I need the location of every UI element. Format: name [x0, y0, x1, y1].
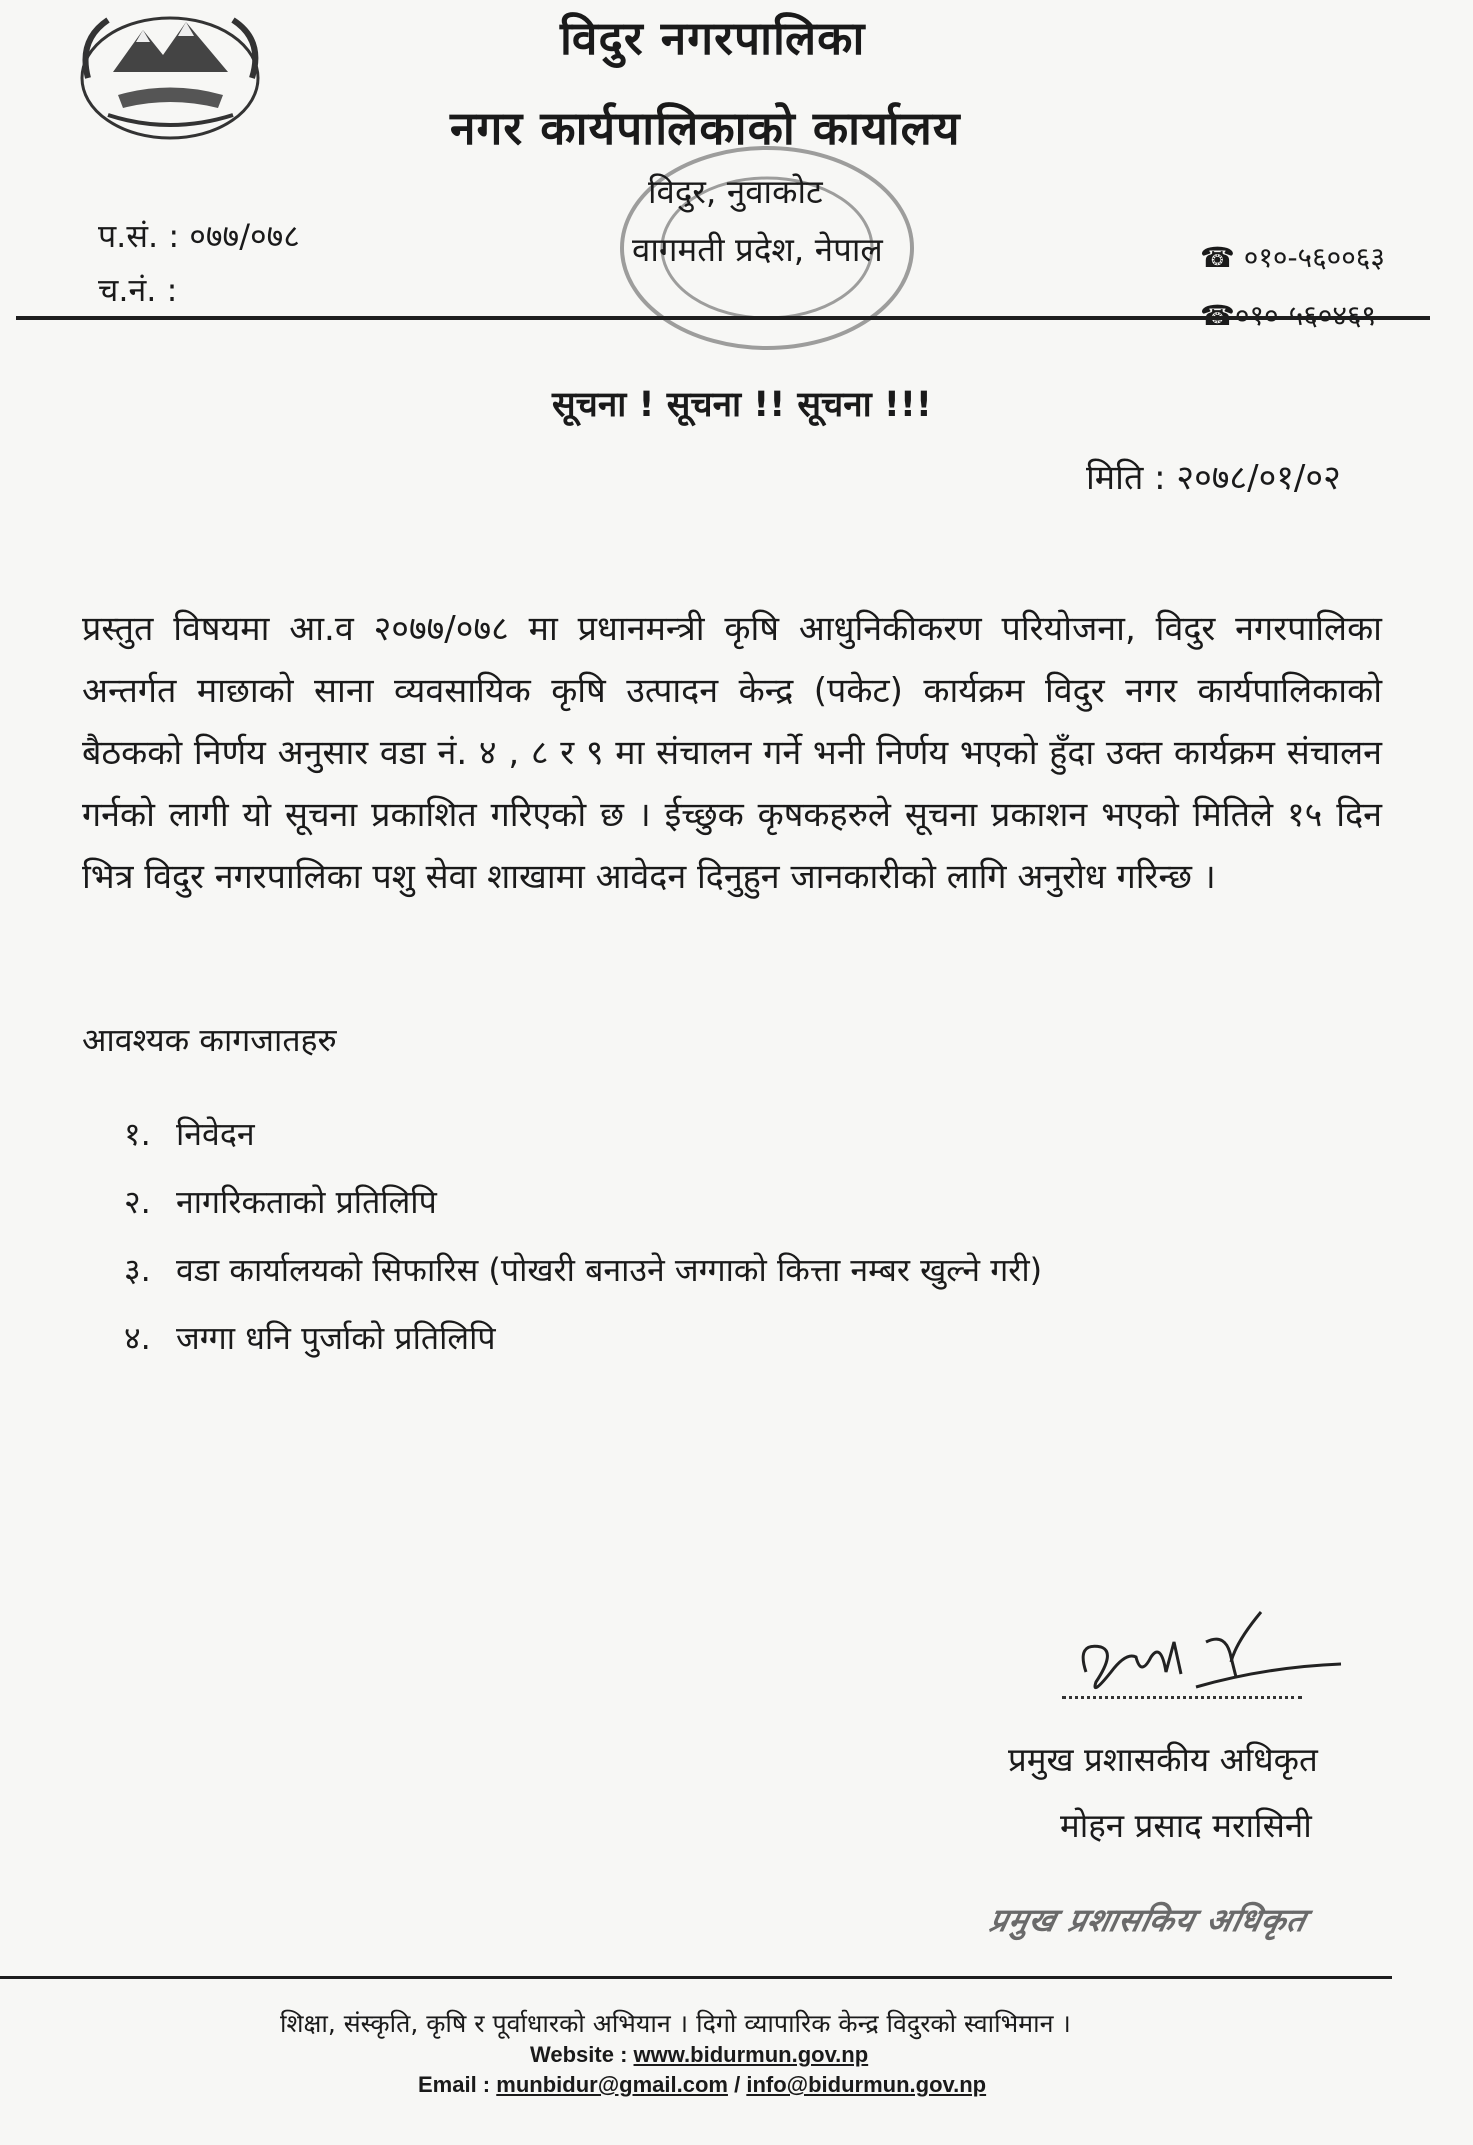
email-link-1[interactable]: munbidur@gmail.com [496, 2072, 728, 2097]
website-link[interactable]: www.bidurmun.gov.np [633, 2042, 869, 2067]
notice-body: प्रस्तुत विषयमा आ.व २०७७/०७८ मा प्रधानमन्त्री कृषि आधुनिकीकरण परियोजना, विदुर नगरपालिका अन्तर्गत माछाको साना व्यवसायिक कृषि उत्पादन केन्द्र (पकेट) कार्यक्रम विदुर नगर कार्यपालिकाको बैठकको निर्णय अनुसार वडा नं. ४ , ८ र ९ मा संचालन गर्ने भनी निर्णय भएको हुँदा उक्त कार्यक्रम संचालन गर्नको लागी यो सूचना प्रकाशित गरिएको छ । ईच्छुक कृषकहरुले सूचना प्रकाशन भएको मितिले १५ दिन भित्र विदुर नगरपालिका पशु सेवा शाखामा आवेदन दिनुहुन जानकारीको लागि अनुरोध गरिन्छ । [82, 609, 1382, 897]
designation-stamp: प्रमुख प्रशासकिय अधिकृत [985, 1901, 1311, 1939]
org-name: विदुर नगरपालिका [560, 11, 866, 65]
list-item [124, 1176, 1042, 1244]
office-name: नगर कार्यपालिकाको कार्यालय [450, 101, 961, 155]
signature-line [1062, 1696, 1302, 1699]
list-item [124, 1312, 1042, 1380]
list-item-number: २. [124, 1183, 151, 1221]
list-item-text: निवेदन [176, 1115, 255, 1153]
address-line-2: वागमती प्रदेश, नेपाल [632, 230, 883, 269]
notice-date: मिति : २०७८/०१/०२ [1086, 458, 1341, 498]
website-label: Website : [530, 2042, 628, 2067]
list-item-text: नागरिकताको प्रतिलिपि [176, 1183, 437, 1221]
list-item-number: ४. [124, 1319, 151, 1357]
list-item-number: ३. [124, 1251, 151, 1289]
list-item-text: जग्गा धनि पुर्जाको प्रतिलिपि [176, 1319, 496, 1357]
reference-number: प.सं. : ०७७/०७८ [98, 217, 300, 255]
nepal-emblem-icon [68, 0, 273, 140]
phone-number-2 [1200, 296, 1376, 334]
header-divider [16, 316, 1430, 320]
officer-title: प्रमुख प्रशासकीय अधिकृत [1008, 1740, 1318, 1779]
footer-slogan: शिक्षा, संस्कृति, कृषि र पूर्वाधारको अभियान । दिगो व्यापारिक केन्द्र विदुरको स्वाभिमान । [280, 2009, 1071, 2038]
email-label: Email : [418, 2072, 491, 2097]
phone-number-1: ☎ ०१०-५६००६३ [1200, 241, 1385, 274]
address-line-1: विदुर, नुवाकोट [648, 172, 823, 211]
required-documents-heading: आवश्यक कागजातहरु [82, 1021, 337, 1059]
list-item [124, 1244, 1042, 1312]
email-separator: / [734, 2072, 741, 2097]
handwritten-signature [1056, 1602, 1346, 1722]
list-item-text: वडा कार्यालयको सिफारिस (पोखरी बनाउने जग्गाको कित्ता नम्बर खुल्ने गरी) [176, 1251, 1043, 1289]
email-link-2[interactable]: info@bidurmun.gov.np [746, 2072, 987, 2097]
footer-divider [0, 1976, 1392, 1979]
dispatch-number: च.नं. : [98, 271, 178, 309]
officer-name: मोहन प्रसाद मरासिनी [1060, 1806, 1312, 1845]
list-item-number: १. [124, 1115, 151, 1153]
required-documents-list [124, 1108, 1042, 1380]
footer-website [530, 2042, 868, 2068]
footer-email [418, 2072, 986, 2098]
list-item [124, 1108, 1042, 1176]
notice-heading: सूचना ! सूचना !! सूचना !!! [552, 385, 932, 425]
